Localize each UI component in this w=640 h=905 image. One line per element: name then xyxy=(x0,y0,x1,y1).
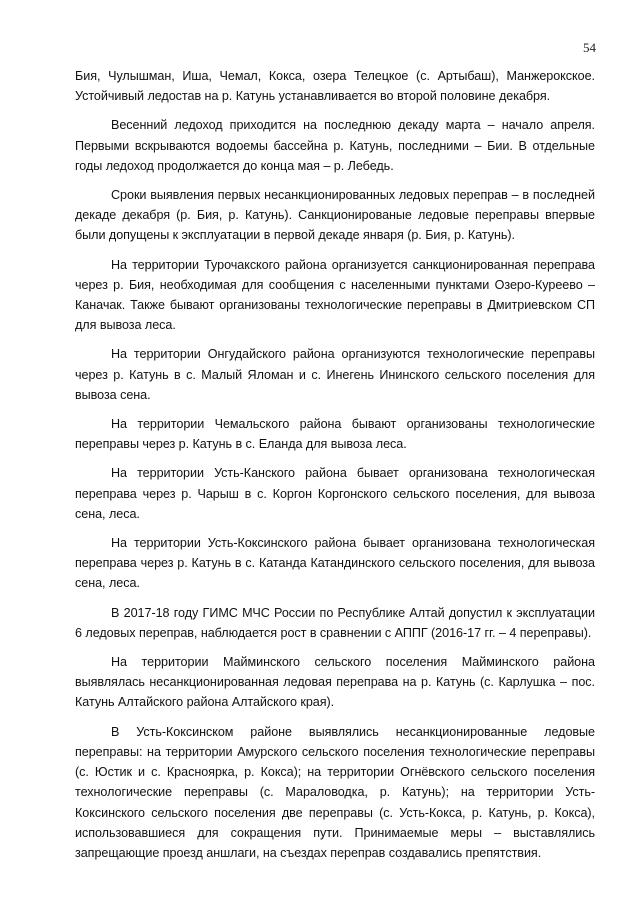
paragraph-continuation: Бия, Чулышман, Иша, Чемал, Кокса, озера Телецкое (с. Артыбаш), Манжерокское. Устойчивый ледостав на р. Катунь устанавливается во второй половине декабря. xyxy=(75,69,595,104)
paragraph-gims-statistics: В 2017-18 году ГИМС МЧС России по Республике Алтай допустил к эксплуатации 6 ледовых переправ, наблюдается рост в сравнении с АППГ (2016-17 гг. – 4 переправы). xyxy=(75,605,595,640)
paragraph-ust-koksa-district: На территории Усть-Коксинского района бывает организована технологическая переправа через р. Катунь в с. Катанда Катандинского сельского поселения, для вывоза сена, леса. xyxy=(75,536,595,591)
paragraph-turochak-district: На территории Турочакского района организуется санкционированная переправа через р. Бия, необходимая для сообщения с населенными пунктами Озеро-Куреево – Каначак. Также бывают организованы технологические переправы в Дмитриевском СП для вывоза леса. xyxy=(75,257,595,333)
page-number: 54 xyxy=(583,40,596,55)
paragraph-ust-kan-district: На территории Усть-Канского района бывает организована технологическая переправа через р. Чарыш в с. Коргон Коргонского сельского поселения, для вывоза сена, леса. xyxy=(75,466,595,521)
paragraph-ust-koksa-unauthorized: В Усть-Коксинском районе выявлялись несанкционированные ледовые переправы: на территории Амурского сельского поселения технологические переправы (с. Юстик и с. Красноярка, р. Кокса); на территории Огнёвского сельского поселения технологические переправы (с. Мараловодка, р. Катунь); на территории Усть-Коксинского сельского поселения две переправы (с. Усть-Кокса, р. Катунь, р. Кокса), использовавшиеся для сокращения пути. Принимаемые меры – выставлялись запрещающие проезд аншлаги, на съездах переправ создавались препятствия. xyxy=(75,724,595,860)
paragraph-ongudai-district: На территории Онгудайского района организуются технологические переправы через р. Катунь в с. Малый Яломан и с. Инегень Ининского сельского поселения для вывоза сена. xyxy=(75,347,595,402)
paragraph-ice-drift: Весенний ледоход приходится на последнюю декаду марта – начало апреля. Первыми вскрываются водоемы бассейна р. Катунь, последними – Бии. В отдельные годы ледоход продолжается до конца мая – р. Лебедь. xyxy=(75,118,595,173)
paragraph-maima-settlement: На территории Майминского сельского поселения Майминского района выявлялась несанкционированная ледовая переправа на р. Катунь (с. Карлушка – пос. Катунь Алтайского района Алтайского края). xyxy=(75,655,595,710)
paragraph-chemal-district: На территории Чемальского района бывают организованы технологические переправы через р. Катунь в с. Еланда для вывоза леса. xyxy=(75,417,595,452)
document-body xyxy=(75,66,595,872)
paragraph-crossing-dates: Сроки выявления первых несанкционированных ледовых переправ – в последней декаде декабря (р. Бия, р. Катунь). Санкционированые ледовые переправы впервые были допущены к эксплуатации в первой декаде января (р. Бия, р. Катунь). xyxy=(75,188,595,243)
